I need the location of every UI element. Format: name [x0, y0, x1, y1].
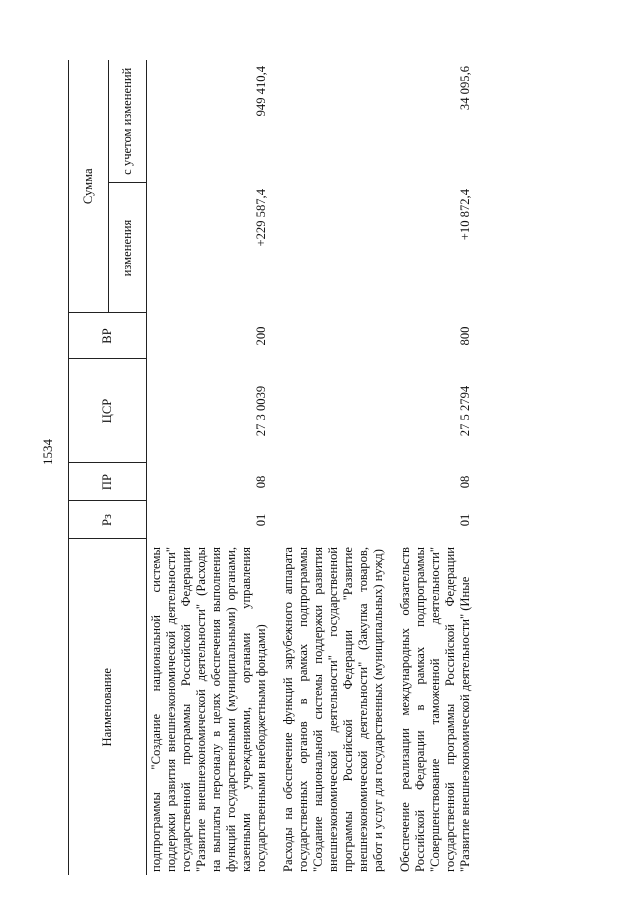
header-csr: ЦСР	[69, 359, 147, 463]
row-pr	[279, 463, 396, 501]
row-pr: 08	[458, 475, 472, 489]
budget-table-page	[68, 60, 578, 875]
row-total	[279, 60, 396, 183]
header-pr: ПР	[69, 463, 147, 501]
row-change: +229 587,4	[254, 189, 268, 247]
row-name: Обеспечение реализации международных обязательств Российской Федерации в рамках подпрограммы "Совершенствование таможенной деятельности" государственной программы Российской Федерации "Развитие внешнеэкономической деятельности" (Иные	[398, 547, 472, 872]
row-csr	[279, 359, 396, 463]
row-vr: 200	[254, 326, 268, 346]
row-csr: 27 5 2794	[458, 385, 472, 437]
header-change: изменения	[109, 183, 147, 313]
table-row	[396, 60, 483, 875]
row-name: Расходы на обеспечение функций зарубежного аппарата государственных органов в рамках подпрограммы "Создание национальной системы поддержки развития внешнеэкономической деятельности" государственной программы Российской Федерации "Развитие внешнеэкономической деятельности" (Закупка товаров, работ и услуг для государственных (муниципальных) нужд)	[281, 547, 385, 872]
budget-table	[68, 60, 483, 875]
row-vr	[279, 313, 396, 359]
row-rz: 01	[254, 513, 268, 527]
header-vr: ВР	[69, 313, 147, 359]
row-rz: 01	[458, 513, 472, 527]
row-vr: 800	[458, 326, 472, 346]
header-sum: Сумма	[69, 60, 109, 313]
row-rz	[279, 501, 396, 539]
header-rz: Рз	[69, 501, 147, 539]
row-change	[279, 183, 396, 313]
row-change: +10 872,4	[458, 189, 472, 241]
row-pr: 08	[254, 475, 268, 489]
row-name: подпрограммы "Создание национальной системы поддержки развития внешнеэкономической деятельности" государственной программы Российской Федерации "Развитие внешнеэкономической деятельности" (Расходы на выплаты персоналу в целях обеспечения выполнения функций государственными (муниципальными) органами, казенными учреждениями, органами управления государственными внебюджетными фондами)	[149, 547, 268, 872]
row-csr: 27 3 0039	[254, 385, 268, 437]
table-row	[279, 60, 396, 875]
header-name: Наименование	[69, 539, 147, 875]
page-number: 1534	[40, 439, 55, 465]
table-row	[147, 60, 280, 875]
row-total: 949 410,4	[254, 65, 268, 117]
row-total: 34 095,6	[458, 65, 472, 111]
header-with-changes: с учетом изменений	[109, 60, 147, 183]
